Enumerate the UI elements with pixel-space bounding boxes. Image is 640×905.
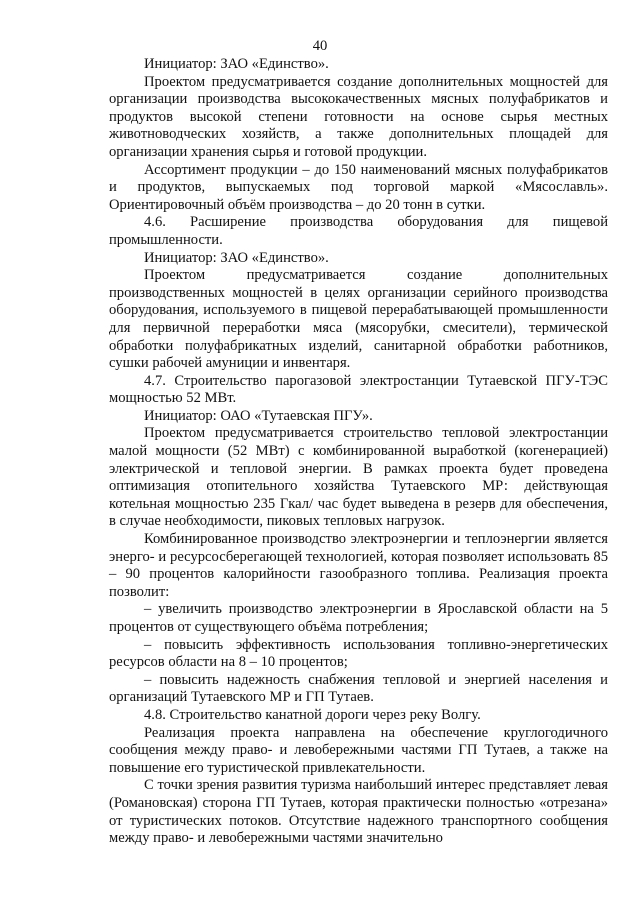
section-heading: 4.7. Строительство парогазовой электростанции Тутаевской ПГУ-ТЭС мощностью 52 МВт. bbox=[109, 372, 608, 407]
initiator-line: Инициатор: ЗАО «Единство». bbox=[144, 56, 329, 72]
list-item: – увеличить производство электроэнергии в Ярославской области на 5 процентов от существующего объёма потребления; bbox=[109, 601, 608, 635]
document-body bbox=[109, 56, 608, 848]
section-heading: 4.8. Строительство канатной дороги через реку Волгу. bbox=[144, 706, 481, 723]
body-paragraph: Проектом предусматривается создание дополнительных мощностей для организации производства высококачественных мясных полуфабрикатов и продуктов высокой степени готовности на основе сырья местных животноводческих хозяйств, а также дополнительных площадей для организации хранения сырья и готовой продукции. bbox=[109, 73, 608, 160]
body-paragraph: Реализация проекта направлена на обеспечение круглогодичного сообщения между право- и левобережными частями ГП Тутаев, а также на повышение его туристической привлекательности. bbox=[109, 724, 608, 776]
list-item: – повысить эффективность использования топливно-энергетических ресурсов области на 8 – 10 процентов; bbox=[109, 636, 608, 671]
body-paragraph: Проектом предусматривается строительство тепловой электростанции малой мощности (52 МВт) с комбинированной выработкой (когенерацией) электрической и тепловой энергии. В рамках проекта будет проведена оптимизация отопительного хозяйства Тутаевского МР: действующая котельная мощностью 235 Гкал/ час будет выведена в резерв для обеспечения, в случае необходимости, пиковых тепловых нагрузок. bbox=[109, 425, 608, 530]
body-paragraph: Проектом предусматривается создание дополнительных производственных мощностей в целях организации серийного производства оборудования, используемого в пищевой перерабатывающей промышленности для первичной переработки мяса (мясорубки, смесители), термической обработки полуфабрикатных изделий, санитарной обработки работников, сушки рабочей амуниции и инвентаря. bbox=[109, 267, 608, 372]
initiator-line: Инициатор: ОАО «Тутаевская ПГУ». bbox=[144, 407, 373, 424]
initiator-line: Инициатор: ЗАО «Единство». bbox=[144, 249, 329, 266]
body-paragraph: Комбинированное производство электроэнергии и теплоэнергии является энерго- и ресурсосберегающей технологией, которая позволяет использовать 85 – 90 процентов калорийности газообразного топлива. Реализация проекта позволит: bbox=[109, 531, 608, 600]
page-number: 40 bbox=[312, 38, 328, 54]
body-paragraph: Ассортимент продукции – до 150 наименований мясных полуфабрикатов и продуктов, выпускаемых под торговой маркой «Мясославль». Ориентировочный объём производства – до 20 тонн в сутки. bbox=[109, 161, 608, 213]
body-paragraph: С точки зрения развития туризма наибольший интерес представляет левая (Романовская) сторона ГП Тутаев, которая практически полностью «отрезана» от туристических потоков. Отсутствие надежного транспортного сообщения между право- и левобережными частями значительно bbox=[109, 777, 608, 847]
list-item: – повысить надежность снабжения тепловой и энергией населения и организаций Тутаевского МР и ГП Тутаев. bbox=[109, 671, 608, 706]
section-heading: 4.6. Расширение производства оборудования для пищевой промышленности. bbox=[109, 214, 608, 248]
